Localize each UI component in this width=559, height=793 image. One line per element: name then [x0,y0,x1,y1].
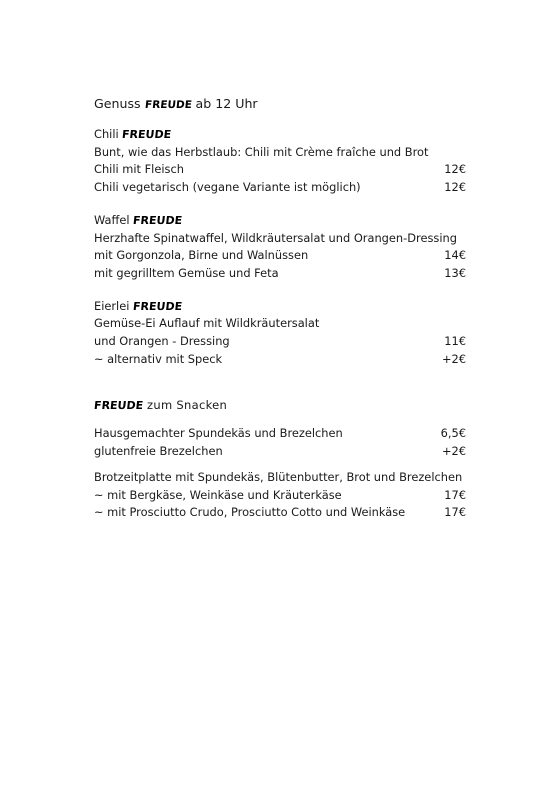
item-name: mit gegrilltem Gemüse und Feta [94,265,279,280]
chili-title-text: Chili [94,127,119,141]
menu-item [94,333,466,351]
menu-item [94,247,466,265]
snacken-brand-logo: FREUDE [93,399,144,413]
menu-page [94,95,466,522]
item-price: 12€ [444,162,466,177]
waffel-brand-logo: FREUDE [132,213,183,227]
chili-description [94,144,466,162]
chili-brand-logo: FREUDE [121,128,173,141]
menu-item [94,443,466,461]
section-spacer [94,383,466,396]
brotzeit-title-row [94,469,466,487]
item-name: glutenfreie Brezelchen [94,444,223,459]
menu-item [94,487,466,505]
item-name: Hausgemachter Spundekäs und Brezelchen [94,426,343,441]
chili-title [94,126,171,144]
menu-item [94,161,466,179]
item-name: ~ mit Prosciutto Crudo, Prosciutto Cotto und Weinkäse [94,505,406,520]
eierlei-title-text: Eierlei [94,298,130,313]
waffel-title-text: Waffel [94,212,130,227]
item-name: mit Gorgonzola, Birne und Walnüssen [94,248,309,263]
waffel-title [94,212,182,230]
eierlei-description-text: Gemüse-Ei Auflauf mit Wildkräutersalat [94,316,320,331]
item-name: Chili vegetarisch (vegane Variante ist möglich) [94,180,361,195]
menu-item [94,351,466,369]
snacken-title: zum Snacken [147,398,228,413]
waffel-section [94,212,466,283]
chili-description-text: Bunt, wie das Herbstlaub: Chili mit Crème fraîche und Brot [94,144,429,159]
menu-heading [94,95,466,114]
menu-item [94,504,466,522]
item-name: und Orangen - Dressing [94,334,230,349]
item-price: 6,5€ [440,426,466,441]
eierlei-description [94,315,466,333]
heading-brand-logo: FREUDE [143,99,193,111]
eierlei-brand-logo: FREUDE [132,299,183,313]
heading-suffix: ab 12 Uhr [195,96,258,111]
item-name: Chili mit Fleisch [94,162,184,177]
menu-item [94,425,466,443]
menu-item [94,265,466,283]
waffel-title-row [94,212,466,230]
eierlei-section [94,298,466,369]
item-price: 14€ [444,248,466,263]
item-price: 11€ [444,334,466,349]
item-price: +2€ [441,444,466,459]
chili-section [94,126,466,197]
item-name: ~ mit Bergkäse, Weinkäse und Kräuterkäse [94,487,342,502]
eierlei-title [94,298,182,316]
snacken-group-brotzeit [94,469,466,522]
snacken-group-spundekaes [94,425,466,460]
waffel-description [94,230,466,248]
heading-prefix: Genuss [94,96,141,111]
item-price: 17€ [444,487,466,502]
item-price: 12€ [444,180,466,195]
eierlei-title-row [94,298,466,316]
waffel-description-text: Herzhafte Spinatwaffel, Wildkräutersalat und Orangen-Dressing [94,230,457,245]
snacken-heading [94,396,466,415]
brotzeit-title: Brotzeitplatte mit Spundekäs, Blütenbutter, Brot und Brezelchen [94,469,463,484]
item-name: ~ alternativ mit Speck [94,351,223,366]
chili-title-row [94,126,466,144]
menu-item [94,179,466,197]
item-price: 13€ [444,265,466,280]
item-price: +2€ [441,351,466,366]
item-price: 17€ [444,505,466,520]
